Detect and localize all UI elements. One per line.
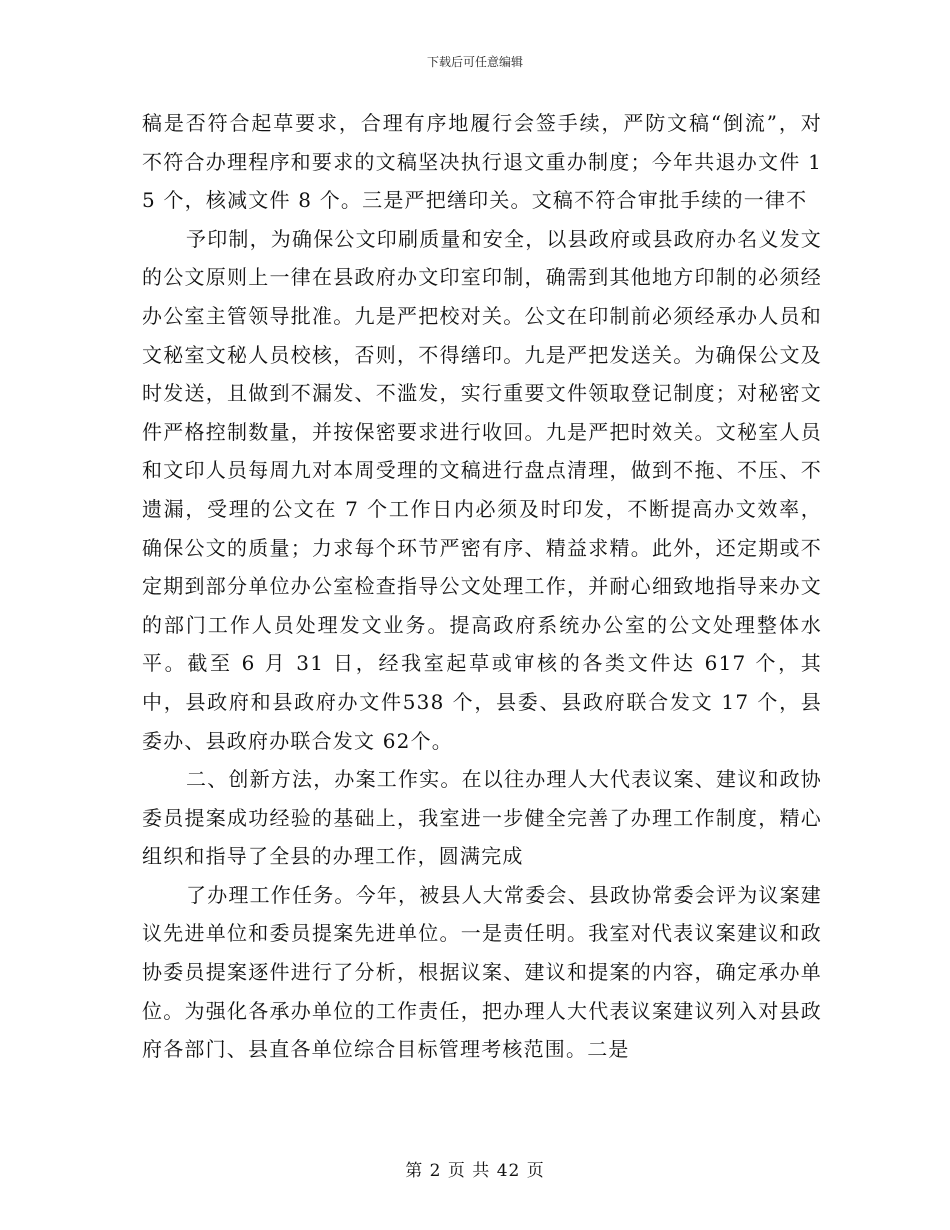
paragraph-2: 予印制，为确保公文印刷质量和安全，以县政府或县政府办名义发文的公文原则上一律在县政府办文印室印制，确需到其他地方印制的必须经办公室主管领导批准。九是严把校对关。公文在印制前必须经承办人员和文秘室文秘人员校核，否则，不得缮印。九是严把发送关。为确保公文及时发送，且做到不漏发、不滥发，实行重要文件领取登记制度；对秘密文件严格控制数量，并按保密要求进行收回。九是严把时效关。文秘室人员和文印人员每周九对本周受理的文稿进行盘点清理，做到不拖、不压、不遗漏，受理的公文在 7 个工作日内必须及时印发，不断提高办文效率，确保公文的质量；力求每个环节严密有序、精益求精。此外，还定期或不定期到部分单位办公室检查指导公文处理工作，并耐心细致地指导来办文的部门工作人员处理发文业务。提高政府系统办公室的公文处理整体水平。截至 6 月 31 日，经我室起草或审核的各类文件达 617 个，其中，县政府和县政府办文件538 个，县委、县政府联合发文 17 个，县委办、县政府办联合发文 62个。 xyxy=(142,226,822,753)
paragraph-1: 稿是否符合起草要求，合理有序地履行会签手续，严防文稿“倒流”，对不符合办理程序和要求的文稿坚决执行退文重办制度；今年共退办文件 15 个，核减文件 8 个。三是严把缮印关。文稿不符合审批手续的一律不 xyxy=(142,111,822,213)
paragraph-4: 了办理工作任务。今年，被县人大常委会、县政协常委会评为议案建议先进单位和委员提案先进单位。一是责任明。我室对代表议案建议和政协委员提案逐件进行了分析，根据议案、建议和提案的内容，确定承办单位。为强化各承办单位的工作责任，把办理人大代表议案建议列入对县政府各部门、县直各单位综合目标管理考核范围。二是 xyxy=(142,882,822,1062)
page-number: 第 2 页 共 42 页 xyxy=(405,1161,545,1181)
document-body xyxy=(142,104,822,1069)
paragraph-3: 二、创新方法，办案工作实。在以往办理人大代表议案、建议和政协委员提案成功经验的基础上，我室进一步健全完善了办理工作制度，精心组织和指导了全县的办理工作，圆满完成 xyxy=(142,767,822,869)
page-header: 下载后可任意编辑 xyxy=(426,55,523,69)
